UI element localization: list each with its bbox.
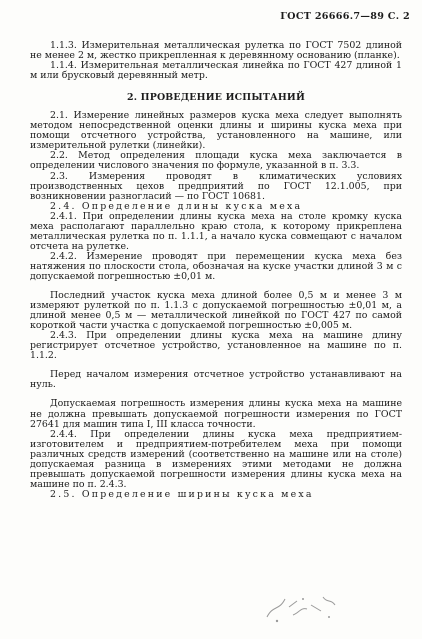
- paragraph-2-2: 2.2. Метод определения площади куска меха заключается в определении числового значения по формуле, указанной в п. 3.3.: [30, 150, 402, 172]
- paragraph-before-measure: Перед началом измерения отсчетное устройство устанавливают на нуль.: [30, 369, 402, 391]
- paragraph-1-1-3: 1.1.3. Измерительная металлическая рулетка по ГОСТ 7502 длиной не менее 2 м, жестко прикрепленная к деревянному основанию (планке).: [30, 40, 402, 62]
- paragraph-2-4-2: 2.4.2. Измерение проводят при перемещении куска меха без натяжения по плоскости стола, обозначая на куске участки длиной 3 м с допускаемой погрешностью ±0,01 м.: [30, 250, 402, 282]
- subsection-2-4: 2.4. Определение длины куска меха: [50, 200, 303, 212]
- paragraph-2-4-1: 2.4.1. При определении длины куска меха на столе кромку куска меха располагают параллельно краю стола, к которому прикреплена металлическая рулетка по п. 1.1.1, а начало куска совмещают с началом отсчета на рулетке.: [30, 210, 402, 252]
- paragraph-2-3: 2.3. Измерения проводят в климатических условиях производственных цехов предприятий по ГОСТ 12.1.005, при возникновении разногласий — по ГОСТ 10681.: [30, 170, 402, 202]
- paragraph-2-4-3: 2.4.3. При определении длины куска меха на машине длину регистрирует отсчетное устройство, установленное на машине по п. 1.1.2.: [30, 330, 402, 362]
- paragraph-tolerance: Допускаемая погрешность измерения длины куска меха на машине не должна превышать допускаемой погрешности измерения по ГОСТ 27641 для машин типа I, III класса точности.: [30, 398, 402, 430]
- paragraph-last-part: Последний участок куска меха длиной более 0,5 м и менее 3 м измеряют рулеткой по п. 1.1.3 с допускаемой погрешностью ±0,01 м, а длиной менее 0,5 м — металлической линейкой по ГОСТ 427 по самой короткой части участка с допускаемой погрешностью ±0,005 м.: [30, 290, 402, 332]
- page-header: ГОСТ 26666.7—89 С. 2: [280, 11, 410, 22]
- paragraph-1-1-4: 1.1.4. Измерительная металлическая линейка по ГОСТ 427 длиной 1 м или брусковый деревянный метр.: [30, 60, 402, 82]
- faint-stamp-mark: [263, 587, 343, 627]
- paragraph-2-4-4: 2.4.4. При определении длины куска меха предприятием-изготовителем и предприятием-потребителем меха при помощи различных средств измерений (соответственно на машине или на столе) допускаемая разница в измерениях этими методами не должна превышать допускаемой погрешности измерения длины куска меха на машине по п. 2.4.3.: [30, 428, 402, 490]
- section-title: 2. ПРОВЕДЕНИЕ ИСПЫТАНИЙ: [126, 92, 306, 104]
- document-body: [30, 41, 402, 500]
- paragraph-2-1: 2.1. Измерение линейных размеров куска меха следует выполнять методом непосредственной оценки длины и ширины куска меха при помощи отсчетного устройства, установленного на машине, или измерительной рулетки (линейки).: [30, 110, 402, 152]
- subsection-2-5: 2.5. Определение ширины куска меха: [50, 488, 314, 500]
